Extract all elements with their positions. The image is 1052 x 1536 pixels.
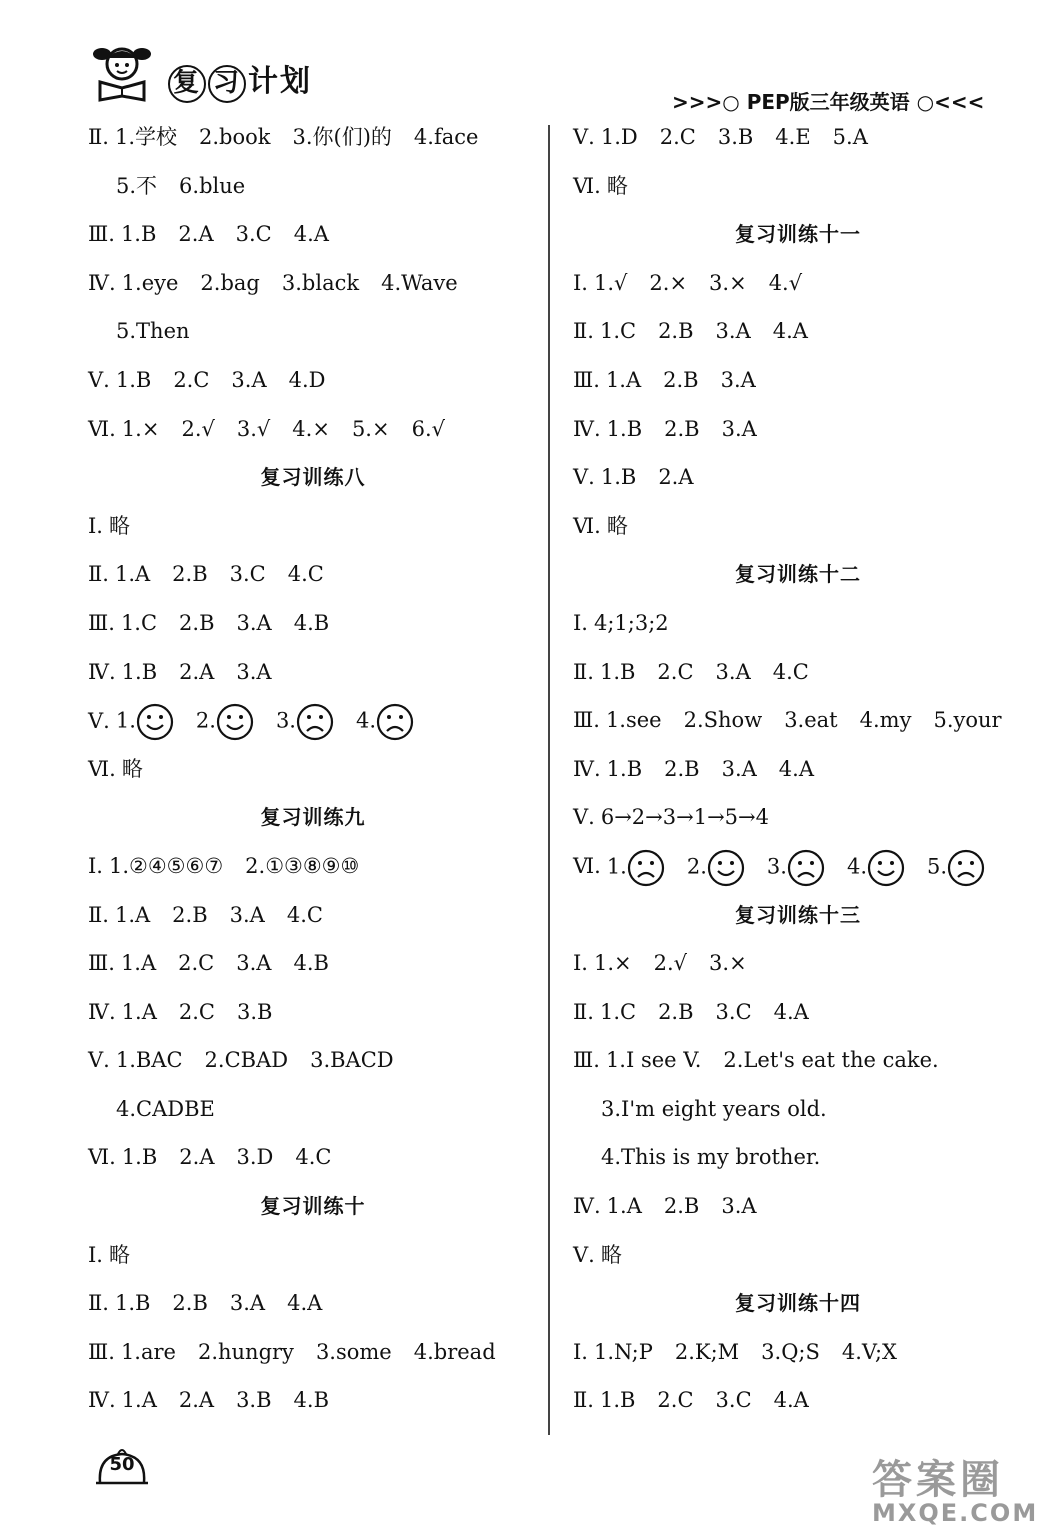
section-heading: 复习训练十二 — [735, 562, 861, 587]
question-number: Ⅵ. — [573, 854, 601, 879]
answer-item: 1.N;P — [593, 1339, 653, 1364]
answer-line — [573, 655, 1023, 704]
answer-line — [88, 1043, 538, 1092]
answer-item: 1.eye — [121, 270, 179, 295]
sad-face-icon — [296, 703, 334, 741]
happy-face-icon — [867, 849, 905, 887]
answer-item: 2.B — [172, 562, 208, 587]
answer-item: 1.②④⑤⑥⑦ — [108, 853, 224, 878]
answer-line — [88, 217, 538, 266]
answer-item: 3.× — [709, 270, 747, 295]
answer-item: 2.B — [663, 1194, 700, 1219]
left-column — [88, 120, 538, 1432]
answer-item: 3.Q;S — [761, 1339, 820, 1364]
answer-item: 4.× — [292, 416, 330, 441]
answer-item: 2.B — [663, 367, 699, 392]
answer-item: 2.B — [172, 902, 208, 927]
happy-face-icon — [707, 849, 745, 887]
answer-line — [88, 995, 538, 1044]
answer-item: 1.A — [606, 1194, 642, 1219]
answer-item: 3.C — [235, 222, 272, 247]
answer-item: 1.C — [120, 610, 158, 635]
answer-line — [88, 752, 538, 801]
question-number: Ⅳ. — [88, 270, 116, 295]
answer-item: 4.CADBE — [116, 1096, 215, 1121]
answer-item: 1.B — [599, 1388, 636, 1413]
answer-line — [88, 606, 538, 655]
answer-item: 6→2→3→1→5→4 — [600, 805, 769, 830]
answer-item: 2.C — [659, 125, 696, 149]
answer-item: 1.学校 — [114, 125, 177, 149]
answer-item: 2.CBAD — [204, 1048, 289, 1073]
answer-item: 2.C — [178, 999, 215, 1024]
question-number: Ⅳ. — [573, 416, 601, 441]
answer-item: 4.V;X — [841, 1339, 898, 1364]
answer-item: 1.C — [599, 999, 637, 1024]
page-number: 50 — [109, 1454, 135, 1475]
face-answer — [116, 703, 174, 741]
answer-line — [88, 557, 538, 606]
answer-item: 3.A — [720, 367, 756, 392]
question-number: Ⅲ. — [573, 367, 600, 392]
answer-item: 4.Wave — [381, 270, 458, 295]
answer-line — [88, 1140, 538, 1189]
answer-line — [88, 412, 538, 461]
answer-item: 4.A — [772, 319, 808, 344]
face-answer — [276, 703, 334, 741]
answer-line — [88, 314, 538, 363]
answer-item: 2.B — [179, 610, 215, 635]
answer-item: 略 — [121, 756, 143, 781]
question-number: Ⅱ. — [88, 1291, 109, 1316]
happy-face-icon — [216, 703, 254, 741]
question-number: Ⅳ. — [573, 756, 601, 781]
answer-item: 略 — [108, 513, 130, 538]
header-title-circled-char: 习 — [208, 65, 246, 103]
answer-item: 3.B — [236, 1388, 272, 1413]
answer-item: 3.BACD — [310, 1048, 394, 1073]
answer-line — [573, 995, 1023, 1044]
answer-item: 2.A — [179, 1145, 215, 1170]
answer-item: 4.C — [286, 902, 323, 927]
face-answer — [607, 849, 665, 887]
answer-item: 3.A — [721, 1194, 757, 1219]
answer-line — [573, 120, 1023, 169]
answer-line — [88, 898, 538, 947]
question-number: Ⅱ. — [573, 999, 594, 1024]
answer-item: 1.B — [599, 659, 636, 684]
answer-line — [573, 1092, 1023, 1141]
answer-item: 5.× — [351, 416, 390, 441]
answer-line — [573, 606, 1023, 655]
answer-item: 3.A — [229, 902, 265, 927]
question-number: Ⅳ. — [88, 999, 116, 1024]
answer-item: 3.A — [715, 659, 751, 684]
answer-item: 4.C — [287, 562, 324, 587]
answer-item: 4.A — [293, 222, 329, 247]
answer-item: 4.E — [775, 125, 811, 149]
answer-item: 3.eat — [784, 708, 838, 733]
answer-item: 3.B — [236, 999, 273, 1024]
answer-item: 4.bread — [413, 1339, 496, 1364]
question-number: Ⅳ. — [573, 1194, 601, 1219]
answer-item: 4;1;3;2 — [593, 610, 669, 635]
answer-item: 1.A — [120, 951, 157, 976]
section-heading: 复习训练八 — [260, 465, 366, 490]
answer-item: 4.C — [295, 1145, 332, 1170]
face-answer — [196, 703, 254, 741]
question-number: Ⅱ. — [88, 562, 109, 587]
question-number: Ⅲ. — [88, 610, 115, 635]
answer-item: 1.C — [599, 319, 637, 344]
answer-item: 2.bag — [200, 270, 260, 295]
answer-item: 2.B — [658, 999, 694, 1024]
answer-item: 2.A — [178, 1388, 215, 1413]
answer-item: 略 — [606, 513, 628, 538]
answer-item: 1.× — [121, 416, 160, 441]
answer-item: 1.B — [606, 756, 643, 781]
answer-line — [88, 1286, 538, 1335]
answer-item: 6.blue — [179, 173, 246, 198]
answer-item: 2.A — [658, 465, 694, 490]
answer-item: 4.B — [293, 610, 330, 635]
answer-item: 3.D — [236, 1145, 274, 1170]
face-answer-label: 3. — [766, 854, 787, 879]
answer-item: 5.Then — [116, 319, 190, 344]
question-number: Ⅱ. — [573, 1388, 594, 1413]
answer-line — [573, 1335, 1023, 1384]
answer-line — [573, 1140, 1023, 1189]
answer-line — [88, 363, 538, 412]
answer-line — [88, 120, 538, 169]
answer-item: 4.B — [293, 1388, 329, 1413]
face-answer-label: 2. — [195, 708, 216, 733]
answer-item: 2.C — [657, 659, 694, 684]
answer-item: 3.some — [315, 1339, 392, 1364]
right-column — [573, 120, 1023, 1432]
answer-item: 4.A — [773, 1388, 809, 1413]
answer-item: 2.√ — [653, 951, 688, 976]
face-answer-label: 1. — [115, 708, 136, 733]
question-number: Ⅰ. — [88, 853, 103, 878]
answer-item: 4.This is my brother. — [601, 1145, 821, 1170]
answer-item: 3.A — [236, 951, 272, 976]
sad-face-icon — [787, 849, 825, 887]
answer-item: 5.不 — [116, 173, 158, 198]
answer-item: 2.Let's eat the cake. — [723, 1048, 939, 1073]
answer-item: 4.D — [288, 367, 326, 392]
answer-item: 2.Show — [683, 708, 763, 733]
answer-item: 3.A — [721, 416, 757, 441]
answer-item: 2.C — [173, 367, 210, 392]
question-number: Ⅱ. — [88, 125, 109, 149]
answer-item: 4.face — [413, 125, 479, 149]
answer-item: 2.× — [649, 270, 688, 295]
answer-item: 3.C — [715, 999, 752, 1024]
question-number: Ⅰ. — [573, 1339, 588, 1364]
site-watermark — [872, 1448, 1038, 1527]
question-number: Ⅰ. — [573, 951, 588, 976]
answer-item: 6.√ — [411, 416, 445, 441]
answer-item: 4.C — [772, 659, 809, 684]
answer-item: 4.A — [778, 756, 814, 781]
question-number: Ⅲ. — [573, 1048, 600, 1073]
watermark-url: MXQE.COM — [872, 1499, 1039, 1527]
face-answer-label: 4. — [355, 708, 377, 733]
answer-item: 3.A — [229, 1291, 266, 1316]
question-number: Ⅰ. — [88, 1242, 103, 1267]
face-answer — [356, 703, 414, 741]
question-number: Ⅵ. — [88, 1145, 116, 1170]
question-number: Ⅱ. — [88, 902, 109, 927]
answer-item: 4.√ — [768, 270, 803, 295]
answer-item: 3.I'm eight years old. — [601, 1096, 827, 1121]
answer-item: 4.my — [859, 708, 912, 733]
answer-line — [88, 703, 538, 752]
question-number: Ⅴ. — [573, 125, 595, 149]
question-number: Ⅴ. — [88, 708, 110, 733]
face-answer-label: 1. — [606, 854, 627, 879]
answer-item: 3.你(们)的 — [292, 125, 392, 149]
face-answer-label: 2. — [686, 854, 707, 879]
question-number: Ⅳ. — [88, 659, 116, 684]
answer-line — [88, 509, 538, 558]
header-subject-label: >>>○ PEP版三年级英语 ○<<< — [672, 90, 985, 114]
happy-face-icon — [136, 703, 174, 741]
section-heading: 复习训练十四 — [735, 1291, 861, 1316]
answer-item: 2.B — [658, 319, 694, 344]
answer-item: 3.√ — [236, 416, 271, 441]
answer-item: 1.BAC — [115, 1048, 183, 1073]
answer-line — [88, 1238, 538, 1287]
answer-item: 3.B — [717, 125, 754, 149]
answer-line — [573, 946, 1023, 995]
answer-line — [573, 752, 1023, 801]
answer-item: 1.A — [121, 999, 157, 1024]
answer-line — [573, 849, 1023, 898]
sad-face-icon — [376, 703, 414, 741]
answer-item: 略 — [606, 173, 628, 198]
answer-line — [88, 1335, 538, 1384]
answer-item: 3.C — [715, 1388, 752, 1413]
answer-item: 5.A — [832, 125, 868, 149]
answer-item: 1.B — [121, 659, 158, 684]
answer-item: 3.A — [721, 756, 757, 781]
answer-item: 1.√ — [593, 270, 628, 295]
question-number: Ⅴ. — [573, 805, 595, 830]
answer-item: 4.A — [287, 1291, 323, 1316]
question-number: Ⅴ. — [88, 367, 110, 392]
answer-item: 2.K;M — [674, 1339, 740, 1364]
answer-item: 2.C — [657, 1388, 694, 1413]
header-title-circled-char: 复 — [168, 65, 206, 103]
answer-item: 1.B — [600, 465, 637, 490]
face-answer — [927, 849, 985, 887]
answer-line — [573, 800, 1023, 849]
answer-line — [573, 169, 1023, 218]
answer-item: 4.B — [293, 951, 329, 976]
question-number: Ⅵ. — [88, 416, 116, 441]
section-heading: 复习训练九 — [260, 805, 366, 830]
question-number: Ⅲ. — [88, 1339, 115, 1364]
answer-item: 2.A — [178, 222, 214, 247]
answer-item: 1.I see V. — [605, 1048, 702, 1073]
answer-item: 3.black — [281, 270, 360, 295]
answer-item: 2.hungry — [197, 1339, 294, 1364]
question-number: Ⅴ. — [88, 1048, 110, 1073]
answer-item: 1.see — [605, 708, 662, 733]
answer-item: 4.A — [773, 999, 809, 1024]
answer-line — [573, 314, 1023, 363]
answer-line — [88, 1383, 538, 1432]
answer-line — [573, 460, 1023, 509]
answer-item: 3.× — [709, 951, 747, 976]
answer-item: 2.①③⑧⑨⑩ — [245, 853, 360, 878]
answer-item: 2.√ — [181, 416, 215, 441]
question-number: Ⅲ. — [88, 951, 115, 976]
sad-face-icon — [627, 849, 665, 887]
watermark-text: 答案圈 — [872, 1457, 1004, 1503]
answer-item: 1.A — [605, 367, 642, 392]
face-answer — [847, 849, 905, 887]
answer-item: 1.B — [121, 1145, 158, 1170]
page-number-badge — [96, 1446, 148, 1486]
answer-item: 1.× — [593, 951, 632, 976]
answer-item: 3.A — [236, 610, 272, 635]
answer-item: 3.A — [231, 367, 267, 392]
answer-item: 略 — [108, 1242, 130, 1267]
answer-item: 1.B — [114, 1291, 151, 1316]
answer-line — [573, 1238, 1023, 1287]
question-number: Ⅱ. — [573, 319, 594, 344]
question-number: Ⅰ. — [88, 513, 103, 538]
answer-item: 1.A — [121, 1388, 157, 1413]
answer-line — [88, 266, 538, 315]
sad-face-icon — [947, 849, 985, 887]
answer-item: 2.C — [178, 951, 215, 976]
question-number: Ⅳ. — [88, 1388, 116, 1413]
face-answer-label: 5. — [927, 854, 948, 879]
answer-line — [88, 1092, 538, 1141]
answer-item: 3.A — [715, 319, 751, 344]
question-number: Ⅴ. — [573, 1242, 595, 1267]
answer-item: 5.your — [933, 708, 1002, 733]
section-heading: 复习训练十 — [260, 1194, 366, 1219]
answer-item: 2.B — [172, 1291, 208, 1316]
answer-line — [88, 849, 538, 898]
answer-line — [573, 266, 1023, 315]
answer-item: 3.C — [229, 562, 266, 587]
answer-line — [573, 703, 1023, 752]
question-number: Ⅵ. — [573, 173, 601, 198]
answer-item: 2.B — [664, 756, 700, 781]
answer-item: 2.book — [199, 125, 271, 149]
girl-reading-logo-icon — [92, 40, 152, 102]
answer-line — [88, 655, 538, 704]
answer-item: 1.B — [115, 367, 152, 392]
question-number: Ⅴ. — [573, 465, 595, 490]
face-answer — [687, 849, 745, 887]
question-number: Ⅰ. — [573, 270, 588, 295]
answer-item: 1.B — [120, 222, 157, 247]
answer-item: 1.A — [114, 562, 151, 587]
answer-line — [573, 1383, 1023, 1432]
header-title — [168, 56, 312, 103]
question-number: Ⅲ. — [88, 222, 115, 247]
question-number: Ⅱ. — [573, 659, 594, 684]
question-number: Ⅰ. — [573, 610, 588, 635]
answer-item: 1.are — [120, 1339, 176, 1364]
answer-line — [573, 412, 1023, 461]
question-number: Ⅵ. — [573, 513, 601, 538]
answer-line — [573, 1043, 1023, 1092]
question-number: Ⅲ. — [573, 708, 600, 733]
header-title-rest: 计划 — [248, 64, 312, 99]
answer-line — [573, 363, 1023, 412]
face-answer-label: 3. — [275, 708, 296, 733]
answer-item: 2.A — [179, 659, 215, 684]
answer-line — [88, 169, 538, 218]
answer-item: 1.D — [600, 125, 638, 149]
answer-item: 3.A — [236, 659, 272, 684]
answer-item: 1.A — [114, 902, 151, 927]
question-number: Ⅵ. — [88, 756, 116, 781]
face-answer-label: 4. — [846, 854, 867, 879]
column-divider — [548, 125, 550, 1435]
answer-item: 2.B — [664, 416, 700, 441]
answer-line — [88, 946, 538, 995]
answer-line — [573, 509, 1023, 558]
face-answer — [767, 849, 825, 887]
section-heading: 复习训练十三 — [735, 902, 861, 927]
answer-item: 1.B — [606, 416, 643, 441]
answer-item: 略 — [600, 1242, 622, 1267]
answer-line — [573, 1189, 1023, 1238]
section-heading: 复习训练十一 — [735, 222, 861, 247]
